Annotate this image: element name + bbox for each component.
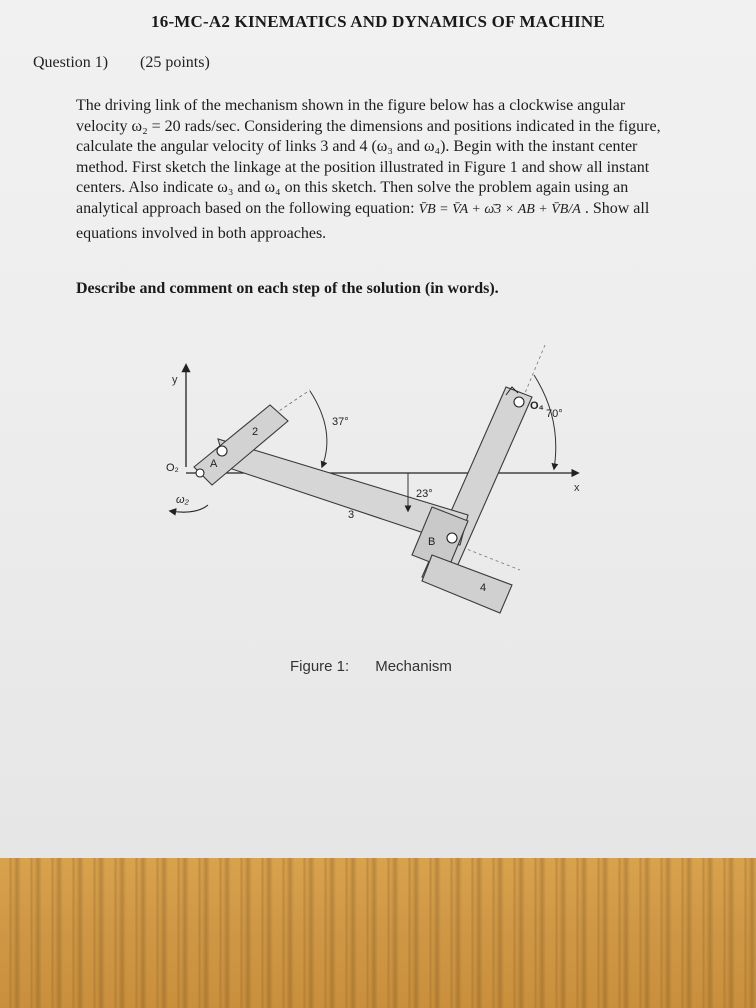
y-axis-label: y [172,374,178,386]
angle-70-label: 70° [546,408,563,420]
problem-line-6b: . Show all [584,199,650,217]
problem-line-6 [76,199,742,221]
mechanism-figure [150,335,600,635]
o2-label: O₂ [166,462,179,474]
caption-figure-label: Figure 1: [290,658,350,675]
link-3-label: 3 [348,509,355,521]
omega2-arrow [170,505,208,512]
o4-label: O₄ [530,400,544,412]
problem-line-4: method. First sketch the linkage at the position illustrated in Figure 1 and show all instant [76,158,650,176]
pivot-o4 [514,397,524,407]
point-b-label: B [428,536,436,548]
instruction-text: Describe and comment on each step of the solution (in words). [76,280,499,297]
velocity-equation: V̄B = V̄A + ω̄3 × AB + V̄B/A [418,201,581,217]
point-a-label: A [210,458,218,470]
question-points: (25 points) [140,54,210,71]
link-4-label: 4 [480,582,487,594]
caption-name: Mechanism [375,658,452,675]
problem-line-3: calculate the angular velocity of links 3 and 4 (ω₃ and ω₄). Begin with the instant center [76,138,638,155]
problem-line-1: The driving link of the mechanism shown in the figure below has a clockwise angular [76,97,626,114]
problem-statement [76,96,742,245]
problem-line-2: velocity ω₂ = 20 rads/sec. Considering the dimensions and positions indicated in the figure, [76,117,661,135]
angle-37-label: 37° [332,416,349,428]
problem-line-6a: analytical approach based on the following equation: [76,199,415,217]
x-axis-label: x [574,482,580,494]
arc-37 [310,391,327,467]
wooden-table [0,858,756,1008]
link-4-end [422,555,512,613]
pivot-o2 [196,469,204,477]
angle-23-label: 23° [416,488,433,500]
link-2-label: 2 [252,426,259,438]
joint-a [217,446,227,456]
figure-caption [290,658,452,675]
joint-b [447,533,457,543]
omega2-label: ω₂ [176,494,189,506]
page-title: 16-MC-A2 KINEMATICS AND DYNAMICS OF MACHINE [151,12,605,31]
problem-line-5: centers. Also indicate ω₃ and ω₄ on this sketch. Then solve the problem again using an [76,179,629,196]
question-label: Question 1) [33,54,109,71]
problem-line-7: equations involved in both approaches. [76,225,327,242]
arc-70 [534,375,556,469]
